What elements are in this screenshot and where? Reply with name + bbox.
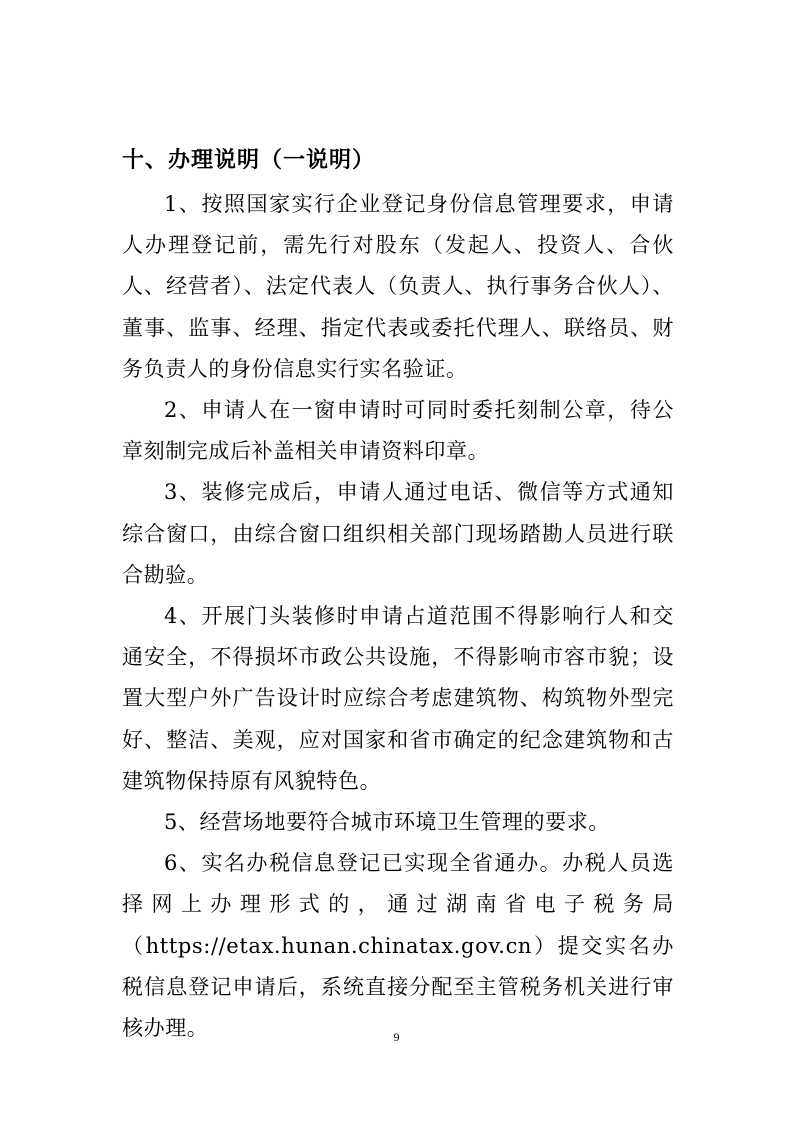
section-heading: 十、办理说明（一说明） (122, 148, 376, 173)
section-body (122, 184, 674, 1049)
paragraph-item-5: 5、经营场地要符合城市环境卫生管理的要求。 (164, 810, 610, 835)
page-number: 9 (393, 1030, 400, 1044)
paragraph-item-2: 2、申请人在一窗申请时可同时委托刻制公章，待公章刻制完成后补盖相关申请资料印章。 (122, 398, 674, 464)
paragraph-item-4: 4、开展门头装修时申请占道范围不得影响行人和交通安全，不得损坏市政公共设施，不得影响市容市貌；设置大型户外广告设计时应综合考虑建筑物、构筑物外型完好、整洁、美观，应对国家和省市确定的纪念建筑物和古建筑物保持原有风貌特色。 (122, 604, 674, 793)
paragraph-item-6: 6、实名办税信息登记已实现全省通办。办税人员选择网上办理形式的，通过湖南省电子税务局（https://etax.hunan.chinatax.gov.cn）提交实名办税信息登记申请后，系统直接分配至主管税务机关进行审核办理。 (122, 851, 674, 1041)
paragraph-item-3: 3、装修完成后，申请人通过电话、微信等方式通知综合窗口，由综合窗口组织相关部门现场踏勘人员进行联合勘验。 (122, 480, 674, 587)
paragraph-item-1: 1、按照国家实行企业登记身份信息管理要求，申请人办理登记前，需先行对股东（发起人、投资人、合伙人、经营者）、法定代表人（负责人、执行事务合伙人）、董事、监事、经理、指定代表或委托代理人、联络员、财务负责人的身份信息实行实名验证。 (122, 192, 674, 381)
